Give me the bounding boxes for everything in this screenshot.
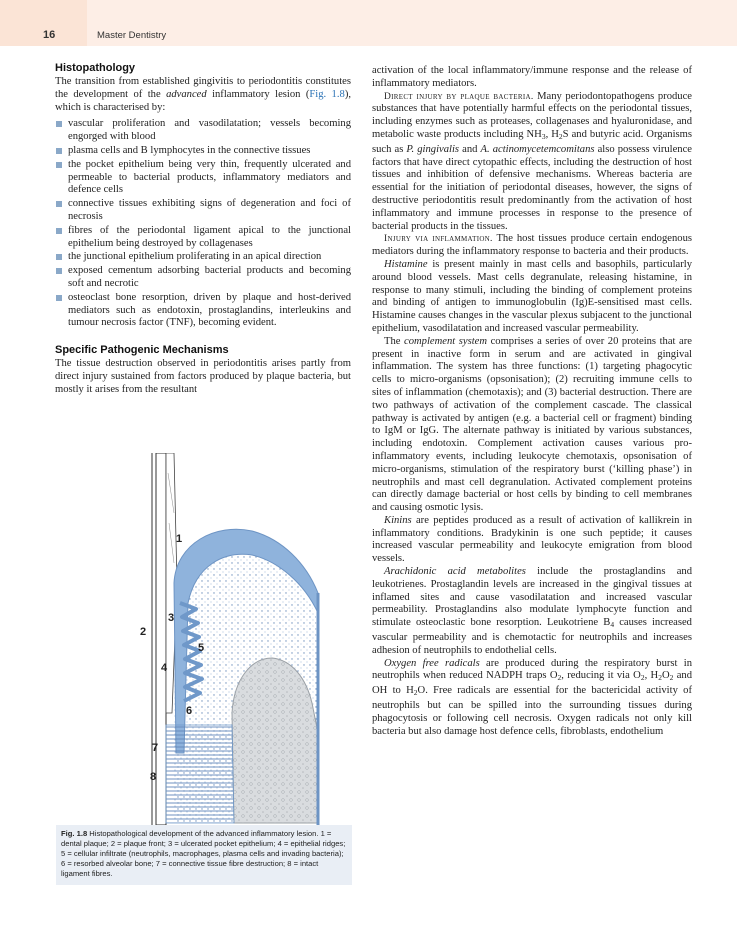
mechanisms-paragraph: The tissue destruction observed in periodontitis arises partly from direct injury sustained from factors produced by plaque bacteria, but mostly it arises from the resultant: [55, 358, 351, 395]
list-item: vascular proliferation and vasodilatation; vessels becoming engorged with blood: [55, 118, 351, 144]
label-3: 3: [168, 612, 175, 624]
heading-histopathology: Histopathology: [55, 62, 136, 74]
list-item: connective tissues exhibiting signs of degeneration and foci of necrosis: [55, 198, 351, 224]
right-column: [372, 65, 692, 738]
header-bar: [87, 0, 737, 46]
arachidonic-paragraph: Arachidonic acid metabolites include the prostaglandins and leukotrienes. Prostaglandin levels are increased in the gingival tissues at inflamed sites and cause vasodilatation and increased vascular permeability. Prostaglandins also modulate lymphocyte function and stimulate osteoclastic bone resorption. Leukotriene $B_4$ causes increased vascular permeability and is chemotactic for neutrophils and increases adhesion of neutrophils to endothelial cells.: [372, 566, 692, 656]
periodontal-lesion-illustration: [56, 453, 352, 825]
list-item: the junctional epithelium proliferating in an apical direction: [55, 251, 351, 264]
page-number: 16: [43, 29, 56, 41]
label-8: 8: [150, 771, 157, 783]
list-item: exposed cementum adsorbing bacterial products and becoming soft and necrotic: [55, 265, 351, 291]
label-6: 6: [186, 705, 193, 717]
direct-injury-paragraph: Direct injury by plaque bacteria. Many periodontopathogens produce substances that have potentially harmful effects on the periodontal tissues, including enzymes such as proteases, collagenases and hyaluronidase, and metabolic waste products including $NH_3$, $H_2S$ and butyric acid. Organisms such as P. gingivalis and A. actinomycetemcomitans also possess virulence factors that have direct cytopathic effects, including the destruction of host tissues and inhibition of defensive mechanisms. Whereas bacteria are essential for the initiation of periodontal diseases, however, the signs of destructive periodontitis result predominantly from the activation of host inflammatory and immune processes in response to the presence of bacterial products in the tissues.: [372, 90, 692, 232]
histamine-paragraph: Histamine is present mainly in mast cells and basophils, particularly around blood vessels. Mast cells degranulate, releasing histamine, in response to many stimuli, including the binding of complement proteins and binding of antigen to immunoglobulin (Ig)E-sensitised mast cells. Histamine causes changes in the vascular plexus subjacent to the junctional epithelium, vasodilatation and increased vascular permeability.: [372, 258, 692, 334]
intro-paragraph: The transition from established gingivitis to periodontitis constitutes the development of the advanced inflammatory lesion (Fig. 1.8), which is characterised by:: [55, 76, 351, 113]
injury-inflammation-paragraph: Injury via inflammation. The host tissues produce certain endogenous mediators during the inflammatory response to bacteria and their products.: [372, 233, 692, 258]
continuation-paragraph: activation of the local inflammatory/immune response and the release of inflammatory mediators.: [372, 65, 692, 89]
figure-diagram: [56, 453, 352, 825]
label-7: 7: [152, 742, 159, 754]
label-5: 5: [198, 642, 205, 654]
left-column: [55, 62, 351, 397]
figure-link[interactable]: Fig. 1.8: [309, 88, 345, 100]
book-title: Master Dentistry: [97, 30, 167, 41]
oxygen-radicals-paragraph: Oxygen free radicals are produced during the respiratory burst in neutrophils when reduced NADPH traps $O_2$, reducing it via $O_2$, $H_2O_2$ and OH to $H_2O$. Free radicals are essential for the bactericidal activity of neutrophils but can be spilled into the surrounding tissues during phagocytosis or following cell necrosis. Oxygen radicals not only kill bacteria but also damage host defence cells, fibroblasts, endothelium: [372, 657, 693, 737]
kinins-paragraph: Kinins are peptides produced as a result of activation of kallikrein in inflammatory conditions. Bradykinin is one such peptide; it causes increased vascular permeability and leukocyte emigration from blood vessels.: [372, 514, 692, 565]
list-item: the pocket epithelium being very thin, frequently ulcerated and permeable to bacterial products, inflammatory mediators and defence cells: [55, 159, 351, 197]
heading-mechanisms: Specific Pathogenic Mechanisms: [55, 344, 229, 357]
label-4: 4: [161, 662, 168, 674]
characteristics-list: [55, 118, 351, 330]
figure-caption: Fig. 1.8 Histopathological development of the advanced inflammatory lesion. 1 = dental plaque; 2 = plaque front; 3 = ulcerated pocket epithelium; 4 = epithelial ridges; 5 = cellular infiltrate (neutrophils, macrophages, plasma cells and invading bacteria); 6 = resorbed alveolar bone; 7 = connective tissue fibre destruction; 8 = intact ligament fibres.: [56, 825, 352, 885]
list-item: osteoclast bone resorption, driven by plaque and host-derived mediators such as endotoxin, prostaglandins, interleukins and tumour necrosis factor (TNF), becoming evident.: [55, 292, 351, 330]
complement-paragraph: The complement system comprises a series of over 20 proteins that are present in inactive form in serum and are activated in gingival inflammation. The system has three functions: (1) targeting phagocytic cells to micro-organisms (opsonisation); (2) recruiting immune cells to sites of inflammation (chemotaxis); and (3) bacterial destruction. There are two pathways of activation of the complement cascade. The classical pathway is activated by antigen (e.g. a bacterial cell or fragment) binding to IgM or IgG. The alternate pathway is initiated by various substances, including endotoxin. Complement activation causes various pro-inflammatory events, including leukocyte chemotaxis, opsonisation of micro-organisms, stimulation of the respiratory burst (‘killing phase’) in neutrophils and mast cell degranulation. Activated complement proteins can directly damage bacterial or host cells by binding to cell membranes and causing osmotic lysis.: [372, 335, 692, 514]
label-2: 2: [140, 626, 147, 638]
page-header: [0, 0, 737, 46]
label-1: 1: [176, 533, 183, 545]
ligament-fibres: [166, 725, 234, 823]
list-item: plasma cells and B lymphocytes in the connective tissues: [55, 145, 351, 158]
list-item: fibres of the periodontal ligament apical to the junctional epithelium being destroyed by collagenases: [55, 225, 351, 251]
